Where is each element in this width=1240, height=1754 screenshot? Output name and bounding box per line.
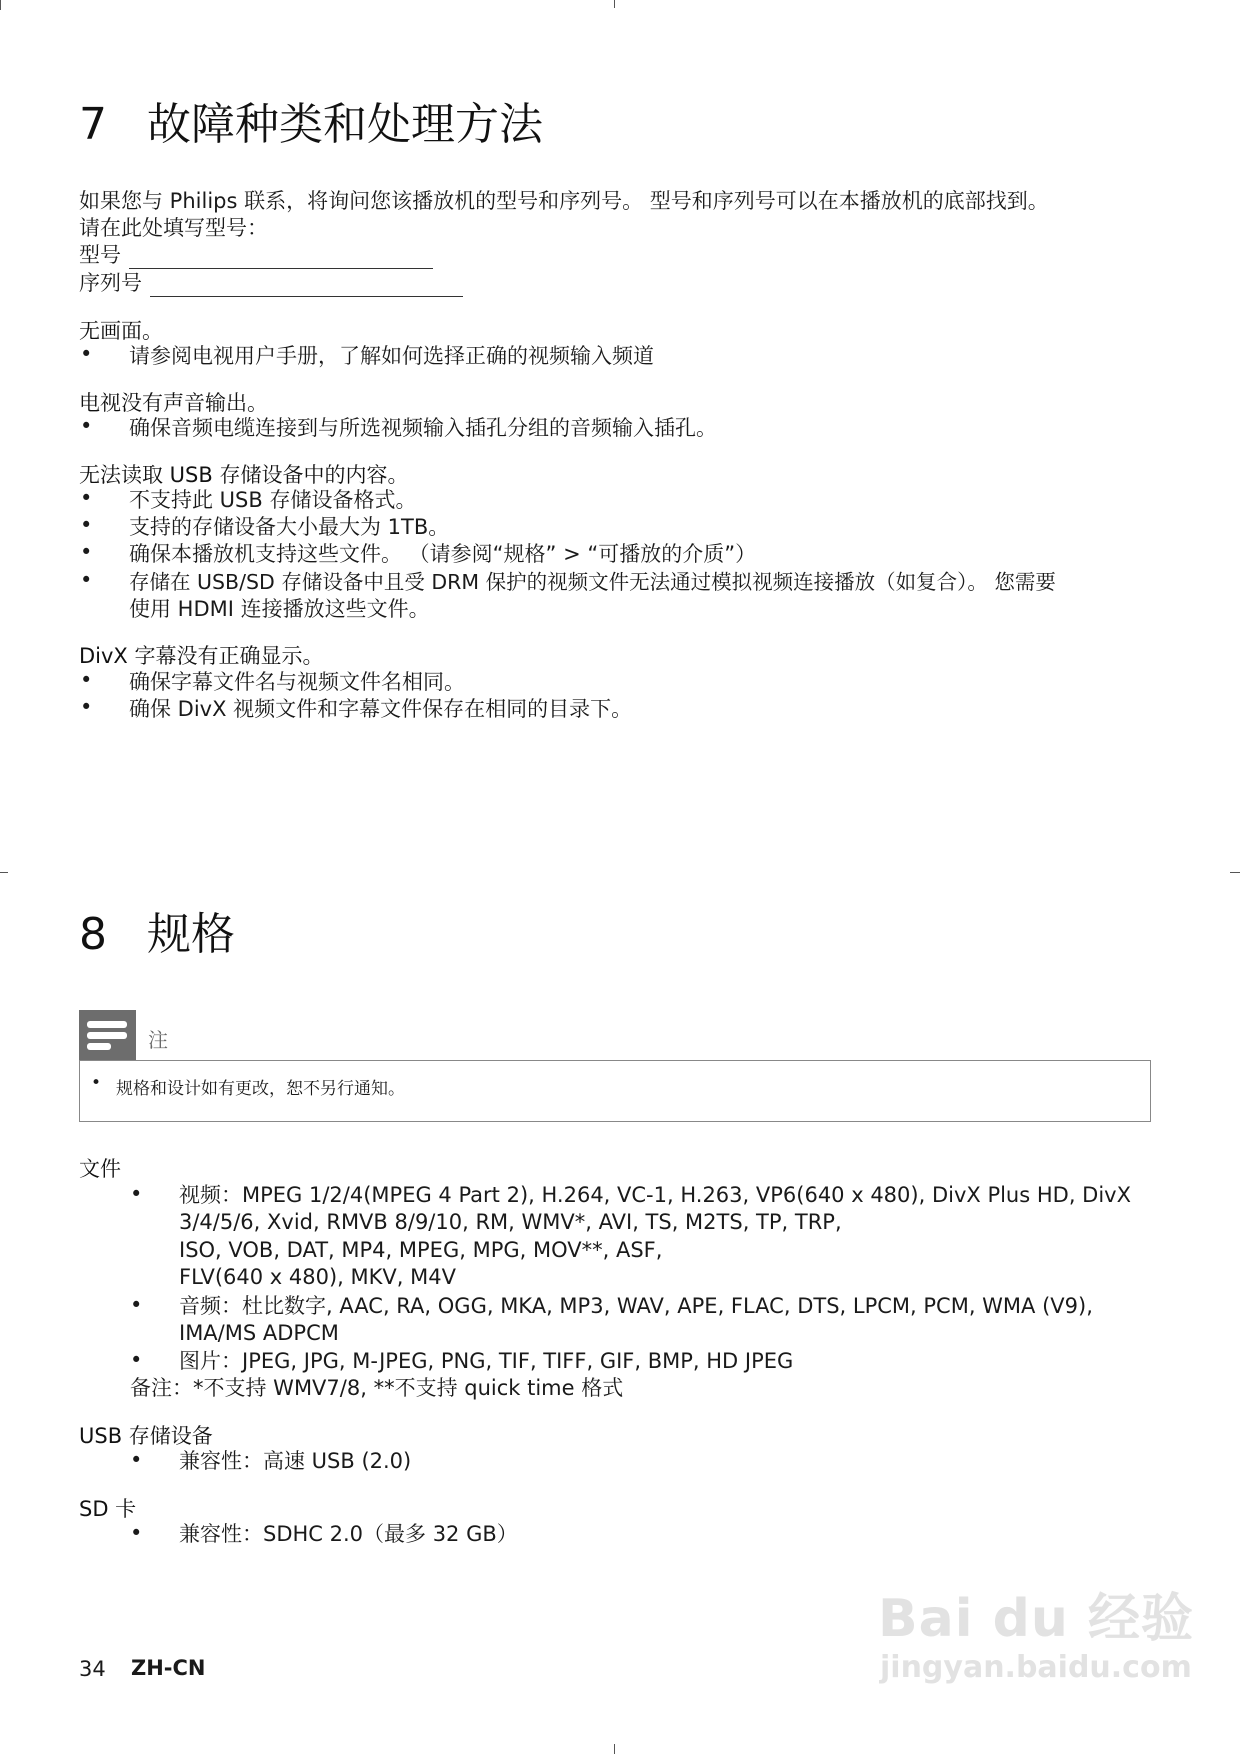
sd-heading: SD 卡: [79, 1497, 137, 1521]
video-formats-cont: 3/4/5/6, Xvid, RMVB 8/9/10, RM, WMV*, AVI, TS, M2TS, TP, TRP,: [179, 1210, 842, 1234]
bullet: •: [80, 540, 93, 564]
page-number: 34: [79, 1657, 106, 1681]
bullet: •: [80, 414, 93, 438]
trouble-item: 确保 DivX 视频文件和字幕文件保存在相同的目录下。: [129, 697, 633, 721]
section-8-number: 8: [79, 909, 107, 960]
serial-label: 序列号: [79, 271, 142, 295]
trouble-item: 确保字幕文件名与视频文件名相同。: [129, 670, 465, 694]
trouble-heading-no-sound: 电视没有声音输出。: [79, 391, 268, 415]
language-code: ZH-CN: [131, 1656, 206, 1680]
formats-remark: 备注：*不支持 WMV7/8, **不支持 quick time 格式: [130, 1376, 624, 1400]
bullet: •: [80, 513, 93, 537]
bullet: •: [130, 1521, 143, 1545]
crop-mark-bottom: [614, 1744, 615, 1754]
bullet: •: [130, 1182, 143, 1206]
bullet: •: [80, 695, 93, 719]
note-label: 注: [148, 1028, 168, 1052]
trouble-heading-usb: 无法读取 USB 存储设备中的内容。: [79, 463, 409, 487]
section-7-number: 7: [79, 99, 107, 150]
section-7-heading: 故障种类和处理方法: [147, 99, 543, 150]
serial-blank: [150, 276, 463, 297]
trouble-item: 确保音频电缆连接到与所选视频输入插孔分组的音频输入插孔。: [129, 416, 717, 440]
trouble-item: 支持的存储设备大小最大为 1TB。: [129, 515, 450, 539]
intro-line-2: 请在此处填写型号：: [79, 216, 268, 240]
trouble-heading-divx: DivX 字幕没有正确显示。: [79, 644, 324, 668]
baidu-watermark-logo: [878, 1576, 1194, 1651]
model-label: 型号: [79, 243, 121, 267]
bullet: •: [130, 1448, 143, 1472]
section-8-heading: 规格: [147, 909, 235, 960]
trouble-item: 请参阅电视用户手册，了解如何选择正确的视频输入频道: [129, 344, 654, 368]
crop-mark-top: [614, 0, 615, 8]
crop-mark-right-mid: [1230, 872, 1240, 873]
crop-mark-left-mid: [0, 872, 8, 873]
section-7-title: [79, 88, 543, 152]
intro-line-1: 如果您与 Philips 联系，将询问您该播放机的型号和序列号。 型号和序列号可以在本播放机的底部找到。: [79, 189, 1049, 213]
bullet: •: [80, 568, 93, 592]
trouble-item-cont: 使用 HDMI 连接播放这些文件。: [129, 597, 430, 621]
bullet: •: [130, 1348, 143, 1372]
video-formats: 视频：MPEG 1/2/4(MPEG 4 Part 2), H.264, VC-1, H.263, VP6(640 x 480), DivX Plus HD, DivX: [179, 1183, 1131, 1207]
audio-formats: 音频：杜比数字, AAC, RA, OGG, MKA, MP3, WAV, APE, FLAC, DTS, LPCM, PCM, WMA (V9),: [179, 1294, 1093, 1318]
note-icon: [79, 1010, 136, 1061]
model-row: [79, 241, 433, 269]
note-text: 规格和设计如有更改，恕不另行通知。: [116, 1079, 405, 1099]
section-8-title: [79, 898, 235, 962]
serial-row: [79, 269, 463, 297]
trouble-item: 存储在 USB/SD 存储设备中且受 DRM 保护的视频文件无法通过模拟视频连接播放（如复合）。 您需要: [129, 570, 1056, 594]
model-blank: [129, 248, 433, 269]
sd-compat: 兼容性：SDHC 2.0（最多 32 GB）: [179, 1522, 518, 1546]
trouble-item: 确保本播放机支持这些文件。 （请参阅“规格” > “可播放的介质”）: [129, 542, 757, 566]
video-formats-cont: FLV(640 x 480), MKV, M4V: [179, 1265, 456, 1289]
bullet: •: [91, 1073, 102, 1093]
watermark-brand: Bai du 经验: [878, 1589, 1194, 1649]
bullet: •: [80, 668, 93, 692]
trouble-item: 不支持此 USB 存储设备格式。: [129, 488, 417, 512]
bullet: •: [130, 1293, 143, 1317]
usb-heading: USB 存储设备: [79, 1424, 213, 1448]
bullet: •: [80, 486, 93, 510]
image-formats: 图片：JPEG, JPG, M-JPEG, PNG, TIF, TIFF, GIF, BMP, HD JPEG: [179, 1349, 794, 1373]
baidu-watermark-url: jingyan.baidu.com: [880, 1650, 1192, 1685]
crop-mark-tl: [0, 0, 1, 10]
bullet: •: [80, 342, 93, 366]
files-heading: 文件: [79, 1157, 121, 1181]
trouble-heading-no-picture: 无画面。: [79, 319, 163, 343]
usb-compat: 兼容性：高速 USB (2.0): [179, 1449, 412, 1473]
video-formats-cont: ISO, VOB, DAT, MP4, MPEG, MPG, MOV**, ASF,: [179, 1238, 663, 1262]
audio-formats-cont: IMA/MS ADPCM: [179, 1321, 339, 1345]
